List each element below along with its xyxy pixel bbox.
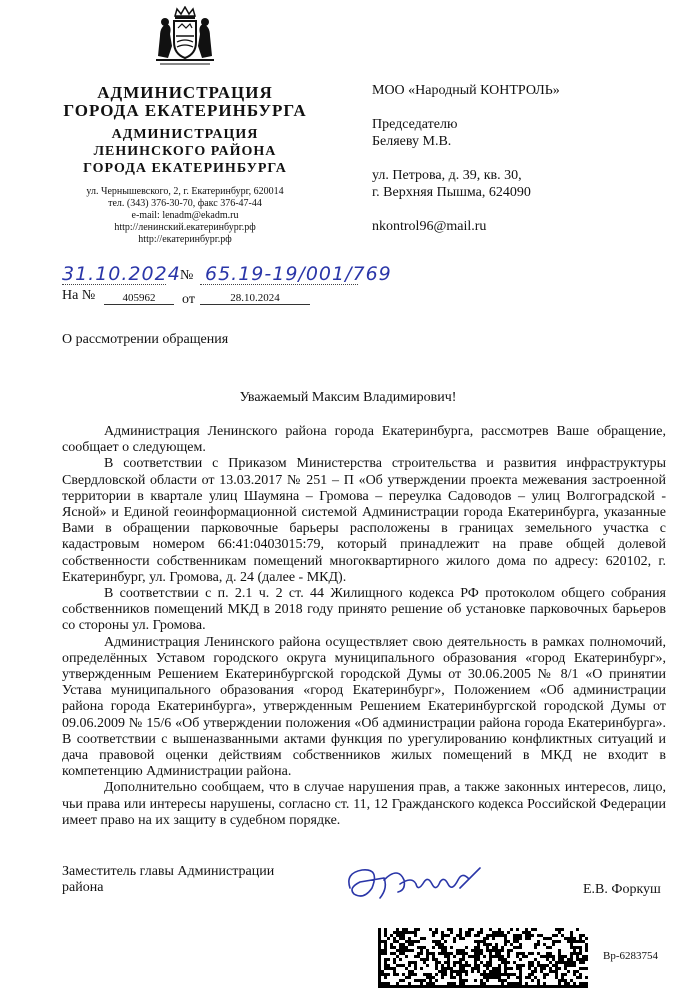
signatory-title bbox=[62, 864, 302, 896]
paragraph: Администрация Ленинского района осуществляет свою деятельность в рамках полномочий, определённых Уставом городского округа муниципального образования «город Екатеринбург», утвержденным Решением Екатеринбургской городской Думы от 30.06.2005 № 8/1 «О принятии Устава муниципального образования «город Екатеринбург», Положением «Об администрации района города Екатеринбурга», утвержденным Решением Екатеринбургской городской Думы от 09.06.2009 № 15/6 «Об утверждении положения «Об администрации района города Екатеринбурга». В соответствии с вышеназванными актами функция по урегулированию конфликтных ситуаций и дача правовой оценки действиям собственников жилых помещений в МКД не входит в компетенцию Администрации района. bbox=[62, 634, 666, 780]
date-underline bbox=[62, 284, 166, 285]
org-sub-line2: ЛЕНИНСКОГО РАЙОНА bbox=[93, 144, 277, 159]
paragraph: В соответствии с Приказом Министерства строительства и развития инфраструктуры Свердловской области от 13.03.2017 № 251 – П «Об утверждении проекта межевания застроенной территории в квартале улиц Шаумяна – Громова – переулка Садоводов – улиц Волгоградской - Ясной» и Единой геоинформационной системой Администрации города Екатеринбурга, указанные Вами в обращении парковочные барьеры расположены в границах земельного участка с кадастровым номером 66:41:0403015:79, который принадлежит на праве общей долевой собственности собственникам помещений многоквартирного жилого дома по адресу: 620102, г. Екатеринбург, ул. Громова, д. 24 (далее - МКД). bbox=[62, 456, 666, 585]
org-contacts bbox=[60, 186, 310, 246]
signatory-title-line1: Заместитель главы Администрации bbox=[62, 864, 275, 879]
datamatrix-barcode bbox=[378, 928, 588, 988]
org-main-line2: ГОРОДА ЕКАТЕРИНБУРГА bbox=[63, 101, 307, 120]
org-site-district: http://ленинский.екатеринбург.рф bbox=[114, 222, 256, 233]
city-coat-of-arms-icon bbox=[150, 6, 220, 66]
paragraph: В соответствии с п. 2.1 ч. 2 ст. 44 Жилищного кодекса РФ протоколом общего собрания собственников помещений МКД в 2018 году принято решение об установке парковочных барьеров со стороны ул. Громова. bbox=[62, 586, 666, 634]
number-label: № bbox=[180, 268, 194, 283]
recipient-name: Беляеву М.В. bbox=[372, 134, 452, 149]
recipient-email: nkontrol96@mail.ru bbox=[372, 219, 487, 234]
signatory-name: Е.В. Форкуш bbox=[583, 882, 661, 897]
registration-code: Вр-6283754 bbox=[603, 950, 658, 962]
letter-body bbox=[62, 424, 666, 829]
ref-date: 28.10.2024 bbox=[200, 292, 310, 305]
org-site-city: http://екатеринбург.рф bbox=[138, 234, 232, 245]
org-email: e-mail: lenadm@ekadm.ru bbox=[131, 210, 239, 221]
paragraph: Администрация Ленинского района города Екатеринбурга, рассмотрев Ваше обращение, сообщает о следующем. bbox=[62, 424, 666, 456]
org-sub-line1: АДМИНИСТРАЦИЯ bbox=[111, 127, 259, 142]
outgoing-number-handwritten: 65.19-19/001/769 bbox=[205, 263, 392, 285]
paragraph: Дополнительно сообщаем, что в случае нарушения прав, а также законных интересов, лицо, чьи права или интересы нарушены, согласно ст. 11, 12 Гражданского кодекса Российской Федерации имеет право на их защиту в судебном порядке. bbox=[62, 780, 666, 828]
org-phone: тел. (343) 376-30-70, факс 376-47-44 bbox=[108, 198, 262, 209]
recipient-block bbox=[372, 82, 672, 235]
signature-mark bbox=[340, 858, 490, 908]
letter-subject: О рассмотрении обращения bbox=[62, 332, 229, 347]
org-sub-line3: ГОРОДА ЕКАТЕРИНБУРГА bbox=[83, 161, 287, 176]
recipient-position: Председателю bbox=[372, 117, 458, 132]
org-sub-title bbox=[60, 126, 310, 177]
org-main-line1: АДМИНИСТРАЦИЯ bbox=[97, 83, 273, 102]
recipient-org: МОО «Народный КОНТРОЛЬ» bbox=[372, 83, 560, 98]
org-address: ул. Чернышевского, 2, г. Екатеринбург, 620014 bbox=[86, 186, 284, 197]
ref-number: 405962 bbox=[104, 292, 174, 305]
recipient-address-street: ул. Петрова, д. 39, кв. 30, bbox=[372, 168, 522, 183]
number-underline bbox=[200, 284, 358, 285]
ref-label: На № bbox=[62, 288, 96, 303]
outgoing-date-handwritten: 31.10.2024 bbox=[62, 263, 181, 285]
recipient-address-city: г. Верхняя Пышма, 624090 bbox=[372, 185, 531, 200]
letter-greeting: Уважаемый Максим Владимирович! bbox=[239, 390, 457, 405]
signatory-title-line2: района bbox=[62, 880, 104, 895]
org-main-title bbox=[60, 84, 310, 120]
ref-from-label: от bbox=[182, 292, 195, 307]
